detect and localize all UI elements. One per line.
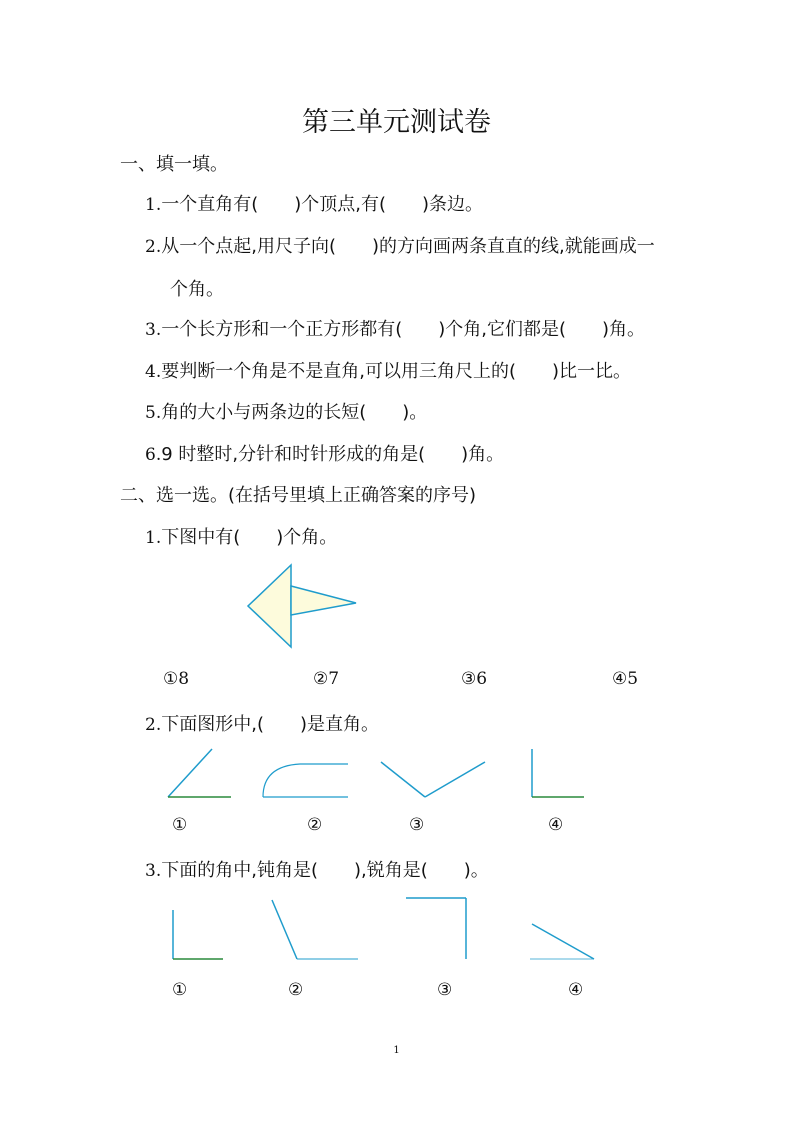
arrow-triangle-small (291, 586, 356, 615)
fill-question-2-continued: 个角。 (170, 279, 224, 300)
choose-question-3 (145, 856, 489, 882)
q2-figure-1 (168, 749, 231, 797)
section-heading-choose: 二、选一选。(在括号里填上正确答案的序号) (120, 485, 477, 506)
question-number: 3. (145, 320, 162, 340)
question-number: 5. (145, 403, 162, 423)
q3-label-4: ④ (568, 980, 584, 1000)
q2-figure-2 (263, 764, 348, 797)
question-number: 2. (145, 715, 162, 735)
q1-option-1: ①8 (163, 669, 190, 689)
page-number: 1 (393, 1045, 400, 1056)
question-text: 9 时整时,分针和时针形成的角是( )角。 (161, 444, 505, 465)
q3-label-3: ③ (437, 980, 453, 1000)
question-text: 角的大小与两条边的长短( )。 (161, 402, 428, 423)
q3-figure-1 (173, 910, 223, 959)
question-number: 3. (145, 861, 162, 881)
question-number: 1. (145, 528, 162, 548)
question-text: 下图中有( )个角。 (161, 527, 338, 548)
q2-label-2: ② (307, 815, 323, 835)
q2-figure-4 (532, 749, 584, 797)
q1-option-3: ③6 (461, 669, 488, 689)
question-text: 从一个点起,用尺子向( )的方向画两条直直的线,就能画成一 (161, 236, 655, 257)
arrow-triangle-large (248, 565, 291, 647)
q2-label-3: ③ (409, 815, 425, 835)
q2-figure-3 (381, 762, 485, 797)
q2-label-1: ① (172, 815, 188, 835)
q2-label-4: ④ (548, 815, 564, 835)
section-heading-fill: 一、填一填。 (120, 154, 228, 175)
question-text: 一个长方形和一个正方形都有( )个角,它们都是( )角。 (161, 319, 646, 340)
choose-question-2 (145, 710, 379, 736)
q3-figure-4 (530, 924, 594, 959)
question-text: 要判断一个角是不是直角,可以用三角尺上的( )比一比。 (161, 361, 631, 382)
question-text: 下面图形中,( )是直角。 (161, 714, 379, 735)
q3-figure-3 (406, 898, 466, 959)
q1-option-4: ④5 (612, 669, 639, 689)
question-text: 下面的角中,钝角是( ),锐角是( )。 (161, 860, 489, 881)
question-number: 2. (145, 237, 162, 257)
question-number: 4. (145, 362, 162, 382)
arrow-figure (248, 565, 356, 647)
question-number: 6. (145, 445, 162, 465)
q3-label-2: ② (288, 980, 304, 1000)
page-title: 第三单元测试卷 (302, 107, 491, 138)
q3-figure-2 (272, 900, 358, 959)
q1-option-2: ②7 (313, 669, 340, 689)
question-number: 1. (145, 195, 162, 215)
q3-label-1: ① (172, 980, 188, 1000)
question-text: 一个直角有( )个顶点,有( )条边。 (161, 194, 484, 215)
